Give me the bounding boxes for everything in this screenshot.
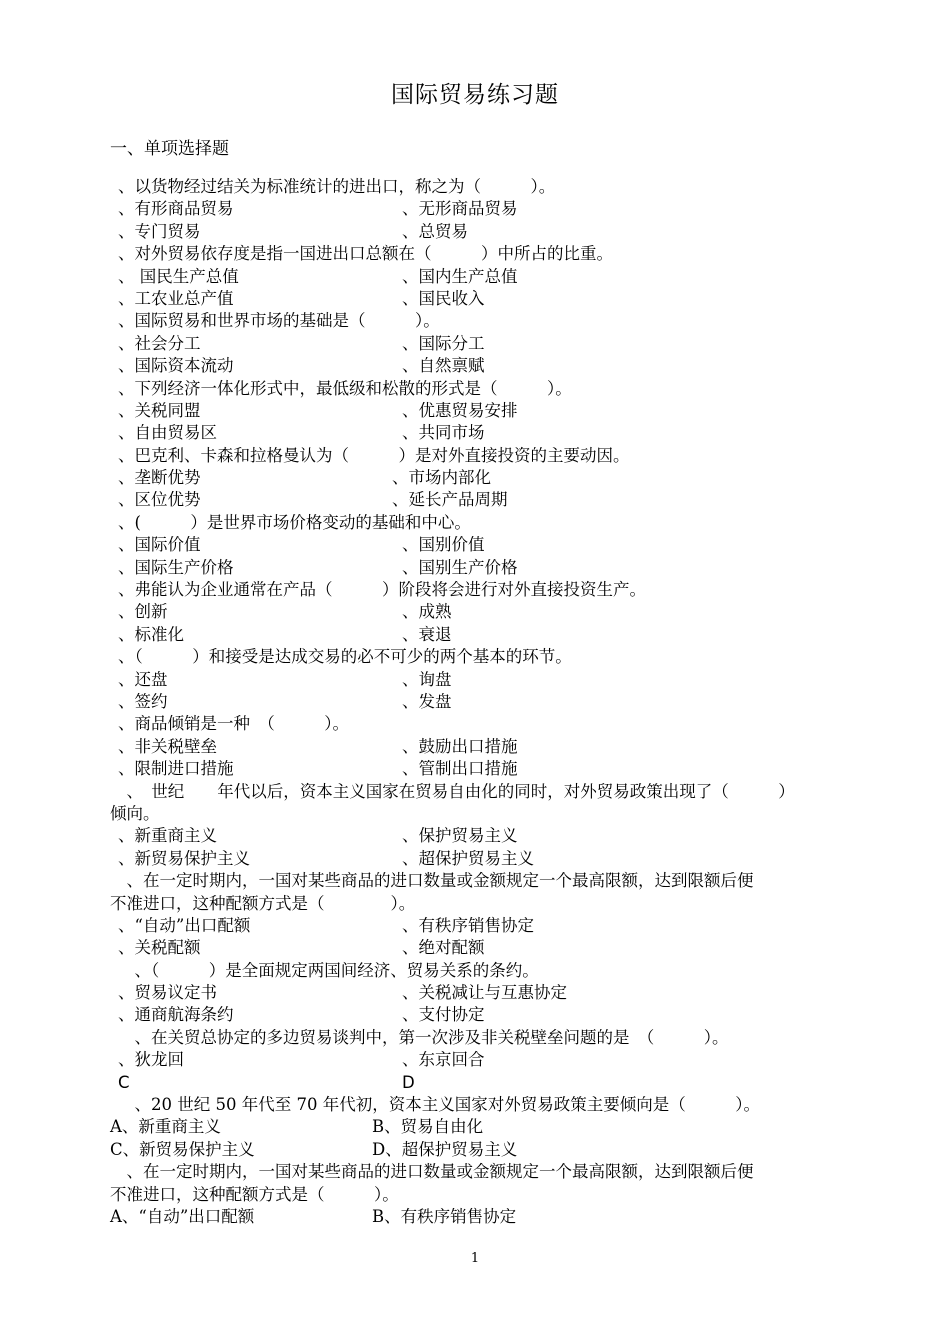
line-text: 、工农业总产值 [118, 288, 234, 308]
line-text: 、区位优势 [118, 490, 201, 510]
line-text: 、下列经济一体化形式中，最低级和松散的形式是（ ）。 [118, 378, 572, 398]
option-text: 、自然禀赋 [402, 356, 485, 376]
option-text: B、贸易自由化 [372, 1117, 484, 1137]
option-text: 、绝对配额 [402, 938, 485, 958]
line-text: 、( ）是世界市场价格变动的基础和中心。 [118, 512, 471, 532]
option-text: 、国际分工 [402, 333, 485, 353]
option-text: 、有秩序销售协定 [402, 915, 534, 935]
question-line [110, 646, 870, 668]
line-text: 、新贸易保护主义 [118, 848, 250, 868]
question-line [110, 1116, 870, 1138]
line-text: 、创新 [118, 602, 168, 622]
option-text: D [402, 1072, 415, 1092]
question-line [110, 781, 870, 803]
question-line [110, 288, 870, 310]
line-text: 倾向。 [110, 803, 160, 823]
option-text: 、共同市场 [402, 423, 485, 443]
document-title: 国际贸易练习题 [391, 82, 559, 108]
line-text: 、贸易议定书 [118, 983, 217, 1003]
line-text: 、在关贸总协定的多边贸易谈判中，第一次涉及非关税壁垒问题的是 （ ）。 [118, 1027, 729, 1047]
line-text: 、非关税壁垒 [118, 736, 217, 756]
option-text: 、成熟 [402, 602, 452, 622]
question-line [110, 893, 870, 915]
line-text: 、狄龙回 [118, 1050, 184, 1070]
option-text: 、询盘 [402, 669, 452, 689]
line-text: 、国际生产价格 [118, 557, 234, 577]
line-text: 、专门贸易 [118, 221, 201, 241]
line-text: 、在一定时期内，一国对某些商品的进口数量或金额规定一个最高限额，达到限额后便 [110, 1162, 754, 1182]
question-line [110, 1072, 870, 1094]
question-line [110, 1161, 870, 1183]
line-text: C [118, 1072, 130, 1092]
question-line [110, 355, 870, 377]
option-text: 、国别生产价格 [402, 557, 518, 577]
page-number: 1 [470, 1251, 480, 1266]
line-text: 、还盘 [118, 669, 168, 689]
line-text: 、弗能认为企业通常在产品（ ）阶段将会进行对外直接投资生产。 [118, 580, 646, 600]
option-text: 、总贸易 [402, 221, 468, 241]
question-line [110, 266, 870, 288]
question-line [110, 310, 870, 332]
option-text: 、国别价值 [402, 535, 485, 555]
question-line [110, 982, 870, 1004]
question-list [110, 176, 870, 1228]
option-text: 、国内生产总值 [402, 266, 518, 286]
question-line [110, 445, 870, 467]
question-line [110, 937, 870, 959]
line-text: 、对外贸易依存度是指一国进出口总额在（ ）中所占的比重。 [118, 244, 613, 264]
option-text: 、管制出口措施 [402, 759, 518, 779]
question-line [110, 601, 870, 623]
question-line [110, 691, 870, 713]
question-line [110, 825, 870, 847]
option-text: 、鼓励出口措施 [402, 736, 518, 756]
line-text: 、签约 [118, 691, 168, 711]
line-text: 、关税配额 [118, 938, 201, 958]
question-line [110, 176, 870, 198]
line-text: 、在一定时期内，一国对某些商品的进口数量或金额规定一个最高限额，达到限额后便 [110, 871, 754, 891]
option-text: 、保护贸易主义 [402, 826, 518, 846]
question-line [110, 198, 870, 220]
line-text: 、“自动”出口配额 [118, 915, 251, 935]
line-text: C、新贸易保护主义 [110, 1139, 255, 1159]
option-text: 、关税减让与互惠协定 [402, 983, 567, 1003]
line-text: A、“自动”出口配额 [110, 1206, 255, 1226]
line-text: 、巴克利、卡森和拉格曼认为（ ）是对外直接投资的主要动因。 [118, 445, 630, 465]
line-text: 、限制进口措施 [118, 759, 234, 779]
line-text: A、新重商主义 [110, 1117, 221, 1137]
line-text: 、国际资本流动 [118, 356, 234, 376]
option-text: 、超保护贸易主义 [402, 848, 534, 868]
line-text: 不准进口，这种配额方式是（ ）。 [110, 1184, 399, 1204]
question-line [110, 1004, 870, 1026]
option-text: 、衰退 [402, 624, 452, 644]
line-text: 、有形商品贸易 [118, 199, 234, 219]
line-text: 、社会分工 [118, 333, 201, 353]
question-line [110, 803, 870, 825]
option-text: 、市场内部化 [392, 468, 491, 488]
question-line [110, 400, 870, 422]
line-text: 、垄断优势 [118, 468, 201, 488]
line-text: 、自由贸易区 [118, 423, 217, 443]
option-text: 、国民收入 [402, 288, 485, 308]
question-line [110, 221, 870, 243]
line-text: 、新重商主义 [118, 826, 217, 846]
question-line [110, 1094, 870, 1116]
question-line [110, 512, 870, 534]
question-line [110, 1206, 870, 1228]
option-text: 、发盘 [402, 691, 452, 711]
question-line [110, 534, 870, 556]
option-text: 、优惠贸易安排 [402, 400, 518, 420]
option-text: B、有秩序销售协定 [372, 1206, 517, 1226]
line-text: 、国际贸易和世界市场的基础是（ ）。 [118, 311, 440, 331]
question-line [110, 579, 870, 601]
question-line [110, 422, 870, 444]
line-text: 、标准化 [118, 624, 184, 644]
question-line [110, 1184, 870, 1206]
question-line [110, 915, 870, 937]
question-line [110, 960, 870, 982]
section-heading: 一、单项选择题 [110, 139, 229, 159]
question-line [110, 489, 870, 511]
question-line [110, 333, 870, 355]
line-text: 、（ ）和接受是达成交易的必不可少的两个基本的环节。 [118, 647, 572, 667]
question-line [110, 1139, 870, 1161]
line-text: 、20 世纪 50 年代至 70 年代初，资本主义国家对外贸易政策主要倾向是（ ）。 [118, 1095, 760, 1115]
line-text: 不准进口，这种配额方式是（ ）。 [110, 893, 416, 913]
question-line [110, 243, 870, 265]
question-line [110, 467, 870, 489]
line-text: 、以货物经过结关为标准统计的进出口，称之为（ ）。 [118, 177, 556, 196]
question-line [110, 758, 870, 780]
option-text: D、超保护贸易主义 [372, 1139, 518, 1159]
option-text: 、无形商品贸易 [402, 199, 518, 219]
line-text: 、国际价值 [118, 535, 201, 555]
question-line [110, 624, 870, 646]
line-text: 、通商航海条约 [118, 1005, 234, 1025]
question-line [110, 669, 870, 691]
line-text: 、 国民生产总值 [118, 266, 239, 286]
line-text: 、 世纪 年代以后，资本主义国家在贸易自由化的同时，对外贸易政策出现了（ ） [110, 781, 795, 801]
question-line [110, 736, 870, 758]
question-line [110, 848, 870, 870]
option-text: 、东京回合 [402, 1050, 485, 1070]
question-line [110, 713, 870, 735]
question-line [110, 870, 870, 892]
line-text: 、（ ）是全面规定两国间经济、贸易关系的条约。 [118, 960, 539, 980]
question-line [110, 378, 870, 400]
option-text: 、支付协定 [402, 1005, 485, 1025]
question-line [110, 1049, 870, 1071]
line-text: 、关税同盟 [118, 400, 201, 420]
question-line [110, 557, 870, 579]
line-text: 、商品倾销是一种 （ ）。 [118, 714, 349, 734]
question-line [110, 1027, 870, 1049]
option-text: 、延长产品周期 [392, 490, 508, 510]
